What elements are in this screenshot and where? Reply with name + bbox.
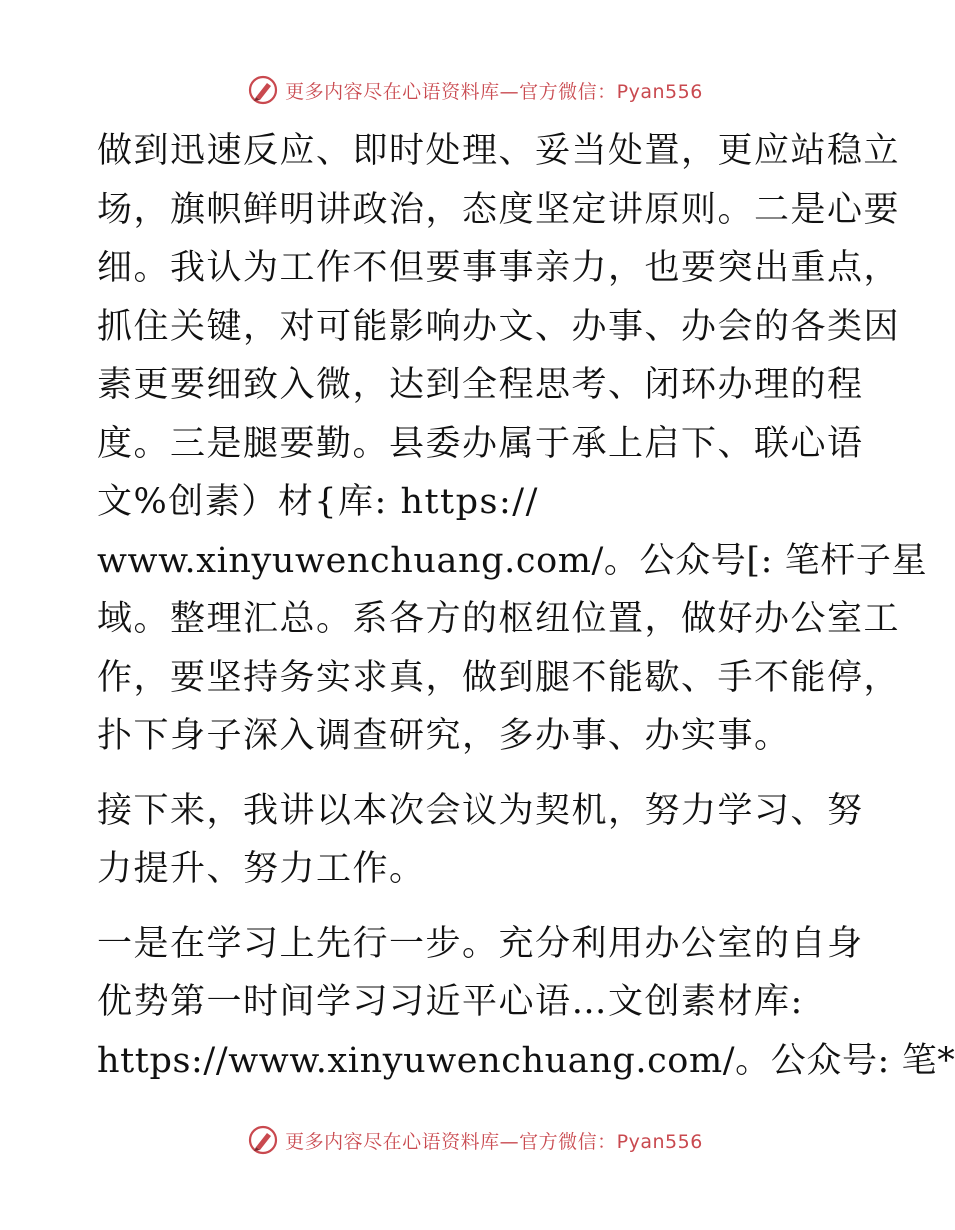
text-line: 抓住关键，对可能影响办文、办事、办会的各类因	[97, 306, 901, 347]
pen-logo-icon	[247, 74, 279, 106]
footer-banner-text: 更多内容尽在心语资料库—官方微信：Pyan556	[285, 1130, 703, 1153]
pen-logo-icon	[247, 1124, 279, 1156]
paragraph-gap	[97, 766, 857, 782]
text-line: https://www.xinyuwenchuang.com/。公众号: 笔*	[97, 1040, 955, 1081]
text-line: www.xinyuwenchuang.com/。公众号[: 笔杆子星	[97, 540, 928, 581]
text-line: 扑下身子深入调查研究，多办事、办实事。	[97, 716, 791, 756]
header-watermark-banner	[0, 70, 950, 110]
text-line: 文%创素）材{库: https://	[97, 482, 539, 522]
paragraph-gap	[97, 899, 857, 915]
paragraph-3	[97, 915, 955, 1091]
paragraph-2	[97, 782, 864, 899]
text-line: 做到迅速反应、即时处理、妥当处置，更应站稳立	[97, 131, 901, 171]
text-line: 接下来，我讲以本次会议为契机，努力学习、努	[97, 790, 864, 831]
text-line: 细。我认为工作不但要事事亲力，也要突出重点，	[97, 248, 901, 288]
document-body	[97, 122, 955, 1090]
text-line: 域。整理汇总。系各方的枢纽位置，做好办公室工	[97, 599, 901, 639]
text-line: 一是在学习上先行一步。充分利用办公室的自身	[97, 923, 864, 964]
header-banner-text: 更多内容尽在心语资料库—官方微信：Pyan556	[285, 80, 703, 103]
text-line: 力提升、努力工作。	[97, 849, 426, 889]
text-line: 度。三是腿要勤。县委办属于承上启下、联心语	[97, 423, 864, 464]
text-line: 素更要细致入微，达到全程思考、闭环办理的程	[97, 365, 864, 405]
text-line: 场，旗帜鲜明讲政治，态度坚定讲原则。二是心要	[97, 189, 901, 230]
text-line: 作，要坚持务实求真，做到腿不能歇、手不能停，	[97, 657, 901, 698]
footer-watermark-banner	[0, 1120, 950, 1160]
paragraph-1	[97, 122, 928, 766]
text-line: 优势第一时间学习习近平心语…文创素材库:	[97, 982, 804, 1022]
